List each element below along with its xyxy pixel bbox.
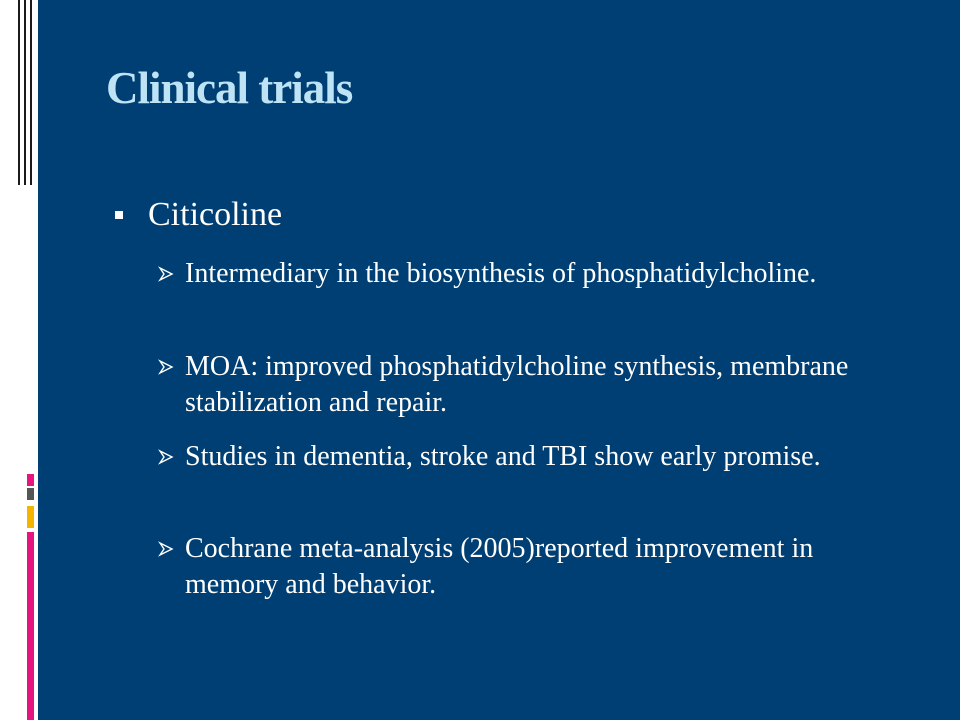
arrowhead-bullet-icon <box>158 359 174 375</box>
left-decoration-block <box>27 474 34 486</box>
arrowhead-bullet-icon <box>158 266 174 282</box>
sub-bullet <box>158 439 878 511</box>
sub-bullet <box>158 531 878 603</box>
sub-bullet <box>158 256 878 328</box>
sub-bullet-text: Studies in dementia, stroke and TBI show early promise. <box>185 441 821 472</box>
sub-bullet-text: MOA: improved phosphatidylcholine synthesis, membrane stabilization and repair. <box>185 351 849 418</box>
arrowhead-bullet-icon <box>158 449 174 465</box>
left-decoration-line <box>18 0 20 185</box>
arrowhead-bullet-icon <box>158 541 174 557</box>
left-decoration-line <box>24 0 26 185</box>
left-decoration-block <box>27 506 34 528</box>
left-decoration-block <box>27 532 34 720</box>
left-decoration-line <box>30 0 32 185</box>
left-decoration-block <box>27 488 34 500</box>
sub-bullet-text: Cochrane meta-analysis (2005)reported improvement in memory and behavior. <box>185 533 814 600</box>
square-bullet-icon <box>115 211 123 219</box>
slide-title: Clinical trials <box>106 63 353 113</box>
sub-bullet-text: Intermediary in the biosynthesis of phosphatidylcholine. <box>185 258 817 289</box>
sub-bullet <box>158 349 878 421</box>
topic-label: Citicoline <box>148 196 283 233</box>
